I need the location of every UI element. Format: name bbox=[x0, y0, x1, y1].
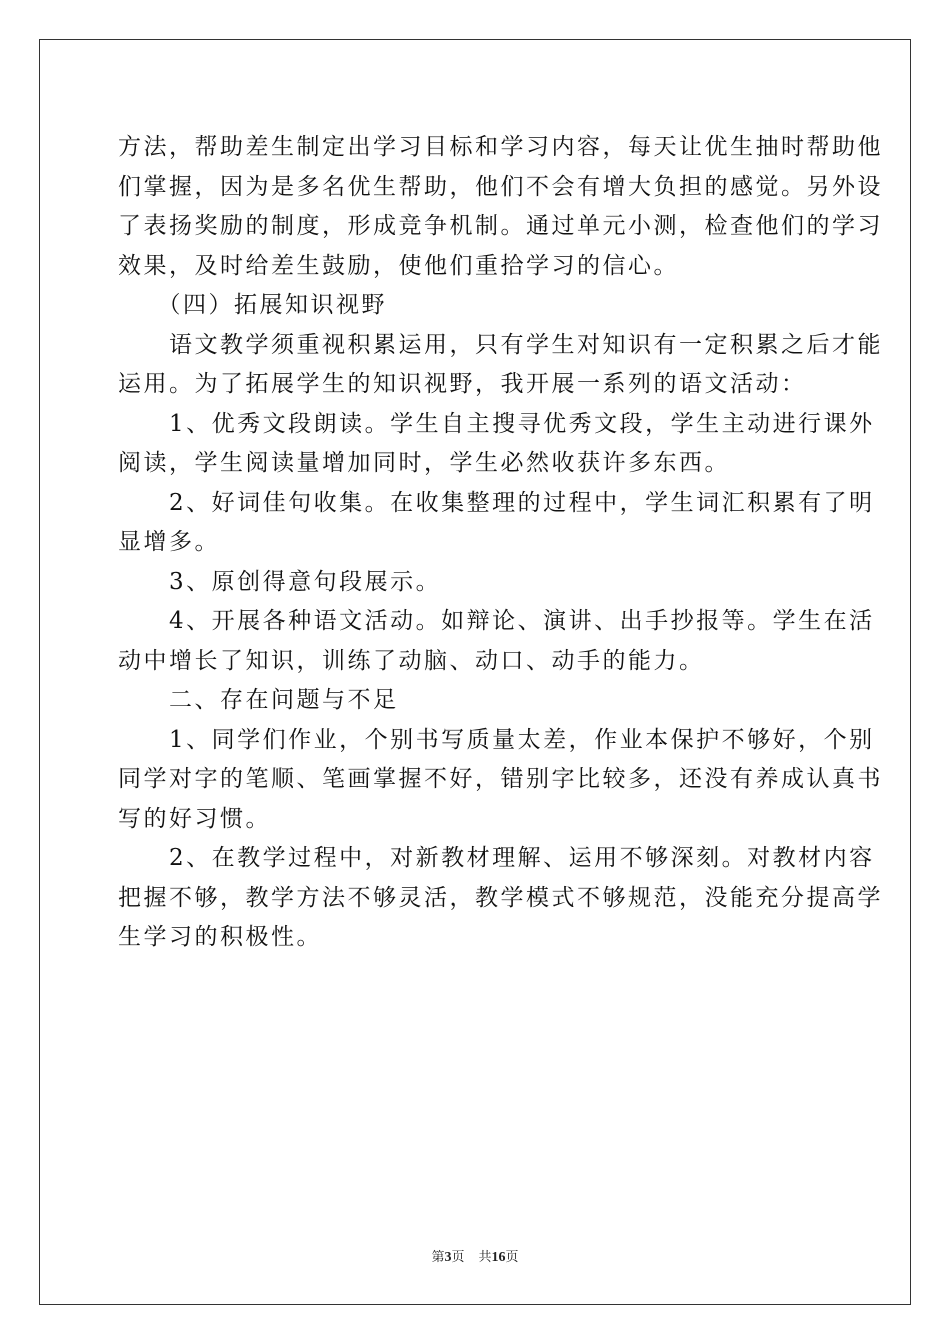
text-line: 效果，及时给差生鼓励，使他们重拾学习的信心。 bbox=[118, 252, 679, 279]
total-pages: 16 bbox=[491, 1250, 506, 1265]
text-line: 显增多。 bbox=[118, 529, 220, 555]
total-prefix: 共 bbox=[478, 1250, 492, 1265]
text-line: 2、好词佳句收集。在收集整理的过程中，学生词汇积累有了明 bbox=[118, 489, 875, 516]
section-heading: （四）拓展知识视野 bbox=[118, 292, 387, 318]
text-line: 方法，帮助差生制定出学习目标和学习内容，每天让优生抽时帮助他 bbox=[118, 134, 883, 160]
document-body bbox=[118, 128, 883, 958]
page-prefix: 第 bbox=[431, 1250, 445, 1265]
text-line: 把握不够，教学方法不够灵活，教学模式不够规范，没能充分提高学 bbox=[118, 884, 883, 911]
text-line: 1、优秀文段朗读。学生自主搜寻优秀文段，学生主动进行课外 bbox=[118, 410, 875, 437]
text-line: 1、同学们作业，个别书写质量太差，作业本保护不够好，个别 bbox=[118, 726, 875, 753]
text-line: 语文教学须重视积累运用，只有学生对知识有一定积累之后才能 bbox=[118, 331, 883, 358]
text-line: 阅读，学生阅读量增加同时，学生必然收获许多东西。 bbox=[118, 450, 730, 476]
text-line: 4、开展各种语文活动。如辩论、演讲、出手抄报等。学生在活 bbox=[118, 608, 875, 634]
page-number: 3 bbox=[444, 1250, 452, 1265]
page-footer bbox=[0, 1246, 950, 1266]
text-line: 同学对字的笔顺、笔画掌握不好，错别字比较多，还没有养成认真书 bbox=[118, 766, 883, 792]
section-heading: 二、存在问题与不足 bbox=[118, 687, 399, 713]
text-line: 们掌握，因为是多名优生帮助，他们不会有增大负担的感觉。另外设 bbox=[118, 173, 883, 200]
text-line: 3、原创得意句段展示。 bbox=[118, 568, 442, 595]
text-line: 了表扬奖励的制度，形成竞争机制。通过单元小测，检查他们的学习 bbox=[118, 213, 883, 239]
text-line: 运用。为了拓展学生的知识视野，我开展一系列的语文活动： bbox=[118, 371, 807, 397]
text-line: 写的好习惯。 bbox=[118, 805, 271, 832]
text-line: 2、在教学过程中，对新教材理解、运用不够深刻。对教材内容 bbox=[118, 845, 875, 871]
text-line: 生学习的积极性。 bbox=[118, 924, 322, 950]
total-suffix: 页 bbox=[505, 1250, 519, 1265]
text-line: 动中增长了知识，训练了动脑、动口、动手的能力。 bbox=[118, 647, 705, 674]
page-suffix: 页 bbox=[451, 1250, 465, 1265]
